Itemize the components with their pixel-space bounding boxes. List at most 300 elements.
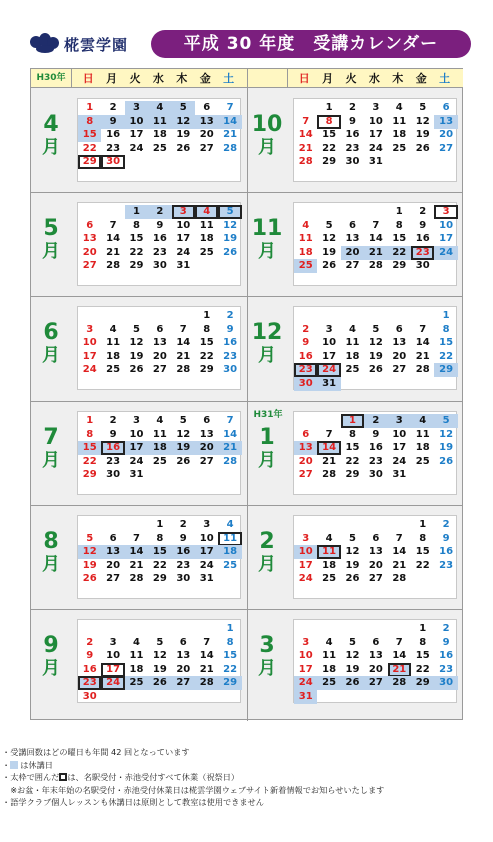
day-cell: 29 — [411, 676, 434, 690]
day-cell: 27 — [199, 142, 214, 154]
month-calendar-1 — [293, 411, 457, 495]
header — [30, 30, 463, 58]
day-cell: 3 — [388, 414, 411, 428]
day-cell: 18 — [345, 350, 360, 362]
day-cell: 15 — [415, 546, 430, 557]
day-cell: 17 — [125, 441, 148, 455]
day-cell: 2 — [148, 205, 171, 219]
day-cell: 5 — [372, 323, 380, 335]
day-cell: 15 — [199, 337, 214, 348]
weekday-right-1: 月 — [322, 72, 334, 85]
day-cell: 3 — [302, 636, 310, 648]
day-cell: 15 — [392, 233, 407, 244]
day-cell: 24 — [298, 573, 313, 584]
day-cell: 4 — [195, 205, 218, 219]
day-cell: 27 — [199, 455, 214, 467]
day-cell: 4 — [325, 532, 333, 544]
day-cell: 8 — [203, 323, 211, 335]
day-cell: 30 — [106, 469, 121, 480]
day-cell: 13 — [176, 650, 191, 661]
day-cell: 19 — [368, 350, 383, 362]
day-cell: 5 — [179, 415, 187, 426]
day-cell: 23 — [368, 455, 383, 467]
day-cell: 28 — [298, 156, 313, 167]
day-cell: 8 — [419, 636, 427, 648]
day-cell: 16 — [152, 233, 167, 244]
day-cell: 12 — [415, 115, 430, 127]
day-cell: 12 — [322, 233, 337, 244]
day-cell: 12 — [78, 545, 101, 559]
day-cell: 17 — [322, 350, 337, 362]
day-cell: 17 — [129, 129, 144, 140]
month-calendar-2 — [293, 515, 457, 599]
day-cell: 11 — [322, 650, 337, 661]
logo-mark-icon — [30, 33, 60, 55]
day-cell: 21 — [223, 129, 238, 140]
day-cell: 10 — [199, 532, 214, 544]
day-cell: 6 — [372, 532, 380, 544]
note-holiday: ・ は休講日 — [2, 759, 53, 770]
day-cell: 21 — [218, 441, 241, 455]
day-cell: 19 — [223, 233, 238, 244]
month-calendar-3 — [293, 619, 457, 703]
day-cell: 26 — [129, 364, 144, 375]
day-cell: 6 — [442, 102, 450, 113]
day-cell: 13 — [101, 545, 124, 559]
day-cell: 25 — [152, 142, 167, 154]
day-cell: 8 — [349, 428, 356, 440]
day-cell: 18 — [218, 545, 241, 559]
day-cell: 8 — [156, 532, 164, 544]
day-cell: 29 — [152, 573, 167, 584]
day-cell: 14 — [298, 129, 313, 140]
day-cell: 24 — [199, 559, 214, 571]
day-cell: 26 — [368, 364, 383, 375]
day-cell: 28 — [415, 364, 430, 375]
day-cell: 18 — [322, 559, 337, 571]
day-cell: 20 — [341, 246, 364, 260]
day-cell: 13 — [434, 115, 457, 129]
day-cell: 5 — [325, 219, 333, 231]
day-cell: 24 — [129, 455, 144, 467]
holiday-swatch-icon — [10, 761, 18, 769]
day-cell: 23 — [223, 350, 238, 362]
day-cell: 11 — [317, 545, 340, 559]
day-cell: 6 — [203, 102, 211, 113]
day-cell: 18 — [148, 441, 171, 455]
day-cell: 11 — [392, 115, 407, 127]
day-cell: 9 — [156, 219, 164, 231]
day-cell: 15 — [415, 650, 430, 661]
day-cell: 17 — [298, 559, 313, 571]
day-cell: 10 — [298, 650, 313, 661]
day-cell: 6 — [395, 323, 403, 335]
day-cell: 27 — [106, 573, 121, 584]
day-cell: 31 — [294, 690, 317, 704]
day-cell: 10 — [82, 337, 97, 348]
day-cell: 11 — [199, 219, 214, 231]
day-cell: 23 — [176, 559, 191, 571]
day-cell: 11 — [106, 337, 121, 348]
day-cell: 19 — [322, 246, 337, 258]
day-cell: 3 — [172, 205, 195, 219]
day-cell: 5 — [133, 323, 140, 335]
day-cell: 12 — [345, 650, 360, 661]
day-cell: 15 — [148, 545, 171, 559]
day-cell: 4 — [325, 636, 333, 648]
day-cell: 25 — [223, 559, 238, 571]
day-cell: 26 — [176, 142, 191, 154]
day-cell: 24 — [317, 363, 340, 377]
day-cell: 14 — [218, 115, 241, 129]
weekday-left-5: 金 — [199, 72, 211, 85]
day-cell: 3 — [125, 101, 148, 115]
day-cell: 20 — [195, 441, 218, 455]
day-cell: 20 — [368, 663, 383, 675]
day-cell: 16 — [415, 233, 430, 244]
day-cell: 31 — [392, 469, 407, 480]
day-cell: 29 — [199, 364, 214, 375]
day-cell: 2 — [349, 102, 356, 113]
month-calendar-11 — [293, 202, 457, 286]
day-cell: 14 — [106, 233, 121, 244]
day-cell: 21 — [392, 559, 407, 571]
day-cell: 2 — [109, 415, 117, 426]
day-cell: 6 — [203, 415, 211, 426]
month-label-11: 11 月 — [251, 216, 283, 262]
day-cell: 22 — [82, 455, 97, 467]
day-cell: 21 — [129, 559, 144, 571]
day-cell: 31 — [129, 469, 144, 480]
day-cell: 14 — [317, 441, 340, 455]
day-cell: 21 — [322, 455, 337, 467]
day-cell: 8 — [419, 532, 427, 544]
day-cell: 2 — [226, 310, 234, 321]
day-cell: 26 — [176, 455, 191, 467]
day-cell: 11 — [152, 428, 167, 440]
day-cell: 29 — [129, 260, 144, 271]
month-calendar-9 — [77, 619, 241, 703]
day-cell: 8 — [78, 115, 101, 129]
day-cell: 16 — [368, 442, 383, 453]
day-cell: 11 — [415, 428, 430, 440]
day-cell: 17 — [368, 129, 383, 140]
day-cell: 24 — [434, 246, 457, 260]
day-cell: 25 — [322, 573, 337, 584]
day-cell: 6 — [372, 636, 380, 648]
weekday-right-5: 金 — [415, 72, 427, 85]
day-cell: 18 — [415, 442, 430, 453]
day-cell: 12 — [368, 337, 383, 348]
day-cell: 26 — [82, 573, 97, 584]
day-cell: 23 — [152, 246, 167, 258]
day-cell: 13 — [392, 337, 407, 348]
day-cell: 14 — [176, 337, 191, 348]
day-cell: 14 — [223, 428, 238, 440]
month-calendar-5 — [77, 202, 241, 286]
day-cell: 14 — [368, 233, 383, 244]
day-cell: 28 — [392, 573, 407, 584]
day-cell: 9 — [349, 115, 356, 127]
day-cell: 5 — [156, 636, 164, 648]
day-cell: 18 — [129, 663, 144, 675]
day-cell: 16 — [223, 337, 238, 348]
day-cell: 29 — [392, 260, 407, 271]
note-boxed: ・太枠で囲んだ は、名駅受付・赤池受付すべて休業（祝祭日） — [2, 772, 240, 783]
day-cell: 30 — [345, 156, 360, 167]
day-cell: 22 — [439, 350, 454, 362]
day-cell: 29 — [434, 363, 457, 377]
note-sessions: ・受講回数はどの曜日も年間 42 回となっています — [2, 747, 190, 757]
day-cell: 10 — [129, 428, 144, 440]
note-language: ・語学クラブ個人レッスンも休講日は原則として教室は使用できません — [2, 797, 264, 808]
day-cell: 3 — [109, 636, 117, 648]
day-cell: 8 — [133, 219, 140, 231]
day-cell: 26 — [415, 142, 430, 154]
day-cell: 17 — [176, 233, 191, 244]
day-cell: 27 — [345, 260, 360, 271]
day-cell: 25 — [294, 259, 317, 273]
day-cell: 12 — [439, 428, 454, 440]
weekday-left-2: 火 — [129, 72, 141, 85]
day-cell: 25 — [317, 676, 340, 690]
day-cell: 16 — [172, 545, 195, 559]
month-label-4: 4 月 — [42, 112, 60, 158]
weekday-left-4: 木 — [176, 72, 188, 85]
month-label-2: 2 月 — [258, 529, 276, 575]
day-cell: 20 — [439, 129, 454, 140]
day-cell: 26 — [322, 260, 337, 271]
day-cell: 17 — [195, 545, 218, 559]
day-cell: 1 — [419, 519, 427, 530]
day-cell: 2 — [364, 414, 387, 428]
day-cell: 21 — [176, 350, 191, 362]
day-cell: 2 — [442, 623, 450, 634]
day-cell: 2 — [302, 323, 310, 335]
day-cell: 22 — [388, 246, 411, 260]
weekday-left-3: 水 — [152, 72, 164, 85]
day-cell: 15 — [223, 650, 238, 661]
weekday-right-2: 火 — [345, 72, 357, 85]
day-cell: 27 — [82, 260, 97, 271]
day-cell: 4 — [109, 323, 117, 335]
day-cell: 26 — [345, 573, 360, 584]
day-cell: 27 — [439, 142, 454, 154]
day-cell: 21 — [199, 663, 214, 675]
day-cell: 20 — [176, 663, 191, 675]
day-cell: 5 — [172, 101, 195, 115]
day-cell: 5 — [218, 205, 241, 219]
day-cell: 1 — [442, 310, 450, 321]
day-cell: 7 — [325, 428, 333, 440]
day-cell: 7 — [302, 115, 310, 127]
school-name: 椛雲学園 — [64, 35, 129, 54]
day-cell: 5 — [434, 414, 457, 428]
month-calendar-8 — [77, 515, 241, 599]
day-cell: 31 — [368, 156, 383, 167]
day-cell: 30 — [176, 573, 191, 584]
day-cell: 19 — [345, 663, 360, 675]
day-cell: 20 — [152, 350, 167, 362]
day-cell: 26 — [341, 676, 364, 690]
day-cell: 14 — [125, 545, 148, 559]
day-cell: 17 — [392, 442, 407, 453]
day-cell: 9 — [442, 532, 450, 544]
day-cell: 11 — [218, 532, 241, 546]
day-cell: 6 — [156, 323, 164, 335]
day-cell: 22 — [199, 350, 214, 362]
day-cell: 11 — [345, 337, 360, 348]
day-cell: 1 — [395, 206, 403, 217]
day-cell: 11 — [148, 115, 171, 129]
day-cell: 22 — [223, 663, 238, 675]
day-cell: 23 — [106, 455, 121, 467]
day-cell: 18 — [152, 129, 167, 140]
day-cell: 18 — [392, 129, 407, 140]
day-cell: 30 — [294, 377, 317, 391]
day-cell: 26 — [439, 455, 454, 467]
day-cell: 6 — [109, 532, 117, 544]
day-cell: 3 — [325, 323, 333, 335]
page-title: 平成 30 年度 受講カレンダー — [151, 30, 471, 58]
day-cell: 15 — [78, 441, 101, 455]
day-cell: 27 — [298, 469, 313, 480]
day-cell: 29 — [78, 155, 101, 169]
day-cell: 19 — [176, 129, 191, 140]
day-cell: 19 — [152, 663, 167, 675]
day-cell: 15 — [129, 233, 144, 244]
day-cell: 1 — [341, 414, 364, 428]
day-cell: 17 — [82, 350, 97, 362]
day-cell: 16 — [106, 129, 121, 140]
day-cell: 8 — [317, 115, 340, 129]
day-cell: 17 — [439, 233, 454, 244]
month-label-3: 3 月 — [258, 633, 276, 679]
day-cell: 15 — [439, 337, 454, 348]
day-cell: 16 — [345, 129, 360, 140]
day-cell: 8 — [226, 636, 234, 648]
day-cell: 10 — [392, 428, 407, 440]
day-cell: 24 — [101, 676, 124, 690]
day-cell: 27 — [364, 676, 387, 690]
day-cell: 3 — [203, 519, 211, 530]
day-cell: 13 — [368, 650, 383, 661]
day-cell: 1 — [203, 310, 211, 321]
day-cell: 1 — [226, 623, 234, 634]
day-cell: 7 — [395, 636, 403, 648]
day-cell: 19 — [82, 559, 97, 571]
day-cell: 28 — [195, 676, 218, 690]
day-cell: 10 — [125, 115, 148, 129]
day-cell: 12 — [172, 115, 195, 129]
day-cell: 9 — [442, 636, 450, 648]
day-cell: 3 — [302, 532, 310, 544]
day-cell: 12 — [223, 219, 238, 231]
day-cell: 7 — [395, 532, 403, 544]
day-cell: 9 — [302, 337, 310, 348]
day-cell: 14 — [415, 337, 430, 348]
day-cell: 28 — [176, 364, 191, 375]
day-cell: 10 — [176, 219, 191, 231]
day-cell: 25 — [106, 364, 121, 375]
day-cell: 10 — [294, 545, 317, 559]
day-cell: 23 — [294, 363, 317, 377]
day-cell: 23 — [106, 142, 121, 154]
day-cell: 12 — [129, 337, 144, 348]
day-cell: 20 — [82, 246, 97, 258]
weekday-right-4: 木 — [392, 72, 404, 85]
day-cell: 3 — [86, 323, 94, 335]
day-cell: 24 — [392, 455, 407, 467]
day-cell: 7 — [179, 323, 187, 335]
day-cell: 22 — [345, 455, 360, 467]
day-cell: 13 — [82, 233, 97, 244]
month-calendar-6 — [77, 306, 241, 390]
day-cell: 20 — [106, 559, 121, 571]
day-cell: 6 — [179, 636, 187, 648]
day-cell: 13 — [195, 115, 218, 129]
day-cell: 17 — [298, 663, 313, 675]
day-cell: 28 — [322, 469, 337, 480]
day-cell: 16 — [82, 663, 97, 675]
day-cell: 20 — [199, 129, 214, 140]
day-cell: 2 — [442, 519, 450, 530]
day-cell: 9 — [179, 532, 187, 544]
day-cell: 12 — [152, 650, 167, 661]
day-cell: 4 — [302, 219, 310, 231]
day-cell: 11 — [298, 233, 313, 244]
day-cell: 24 — [129, 142, 144, 154]
day-cell: 10 — [439, 219, 454, 231]
weekday-left-6: 土 — [223, 72, 235, 85]
day-cell: 30 — [415, 260, 430, 271]
day-cell: 23 — [439, 663, 454, 675]
day-cell: 5 — [349, 532, 356, 544]
day-cell: 30 — [152, 260, 167, 271]
day-cell: 3 — [434, 205, 457, 219]
day-cell: 27 — [392, 364, 407, 375]
day-cell: 6 — [349, 219, 356, 231]
note-obon: ※お盆・年末年始の名駅受付・赤池受付休業日は椛雲学園ウェブサイト新着情報でお知らせいたします — [2, 784, 385, 795]
day-cell: 7 — [109, 219, 117, 231]
day-cell: 13 — [368, 546, 383, 557]
month-calendar-12 — [293, 306, 457, 390]
day-cell: 31 — [317, 377, 340, 391]
day-cell: 23 — [345, 142, 360, 154]
day-cell: 28 — [223, 455, 238, 467]
day-cell: 26 — [223, 246, 238, 258]
day-cell: 24 — [368, 142, 383, 154]
day-cell: 2 — [86, 636, 94, 648]
day-cell: 28 — [368, 260, 383, 271]
day-cell: 1 — [156, 519, 164, 530]
day-cell: 4 — [349, 323, 356, 335]
month-label-1: 1 月 — [258, 425, 276, 471]
day-cell: 10 — [106, 650, 121, 661]
day-cell: 20 — [368, 559, 383, 571]
day-cell: 1 — [325, 102, 333, 113]
day-cell: 8 — [86, 428, 94, 440]
month-label-7: 7 月 — [42, 425, 60, 471]
day-cell: 23 — [78, 676, 101, 690]
weekday-left-0: 日 — [82, 72, 94, 85]
day-cell: 10 — [368, 115, 383, 127]
day-cell: 23 — [439, 559, 454, 571]
day-cell: 1 — [125, 205, 148, 219]
day-cell: 21 — [415, 350, 430, 362]
day-cell: 29 — [345, 469, 360, 480]
day-cell: 28 — [388, 676, 411, 690]
